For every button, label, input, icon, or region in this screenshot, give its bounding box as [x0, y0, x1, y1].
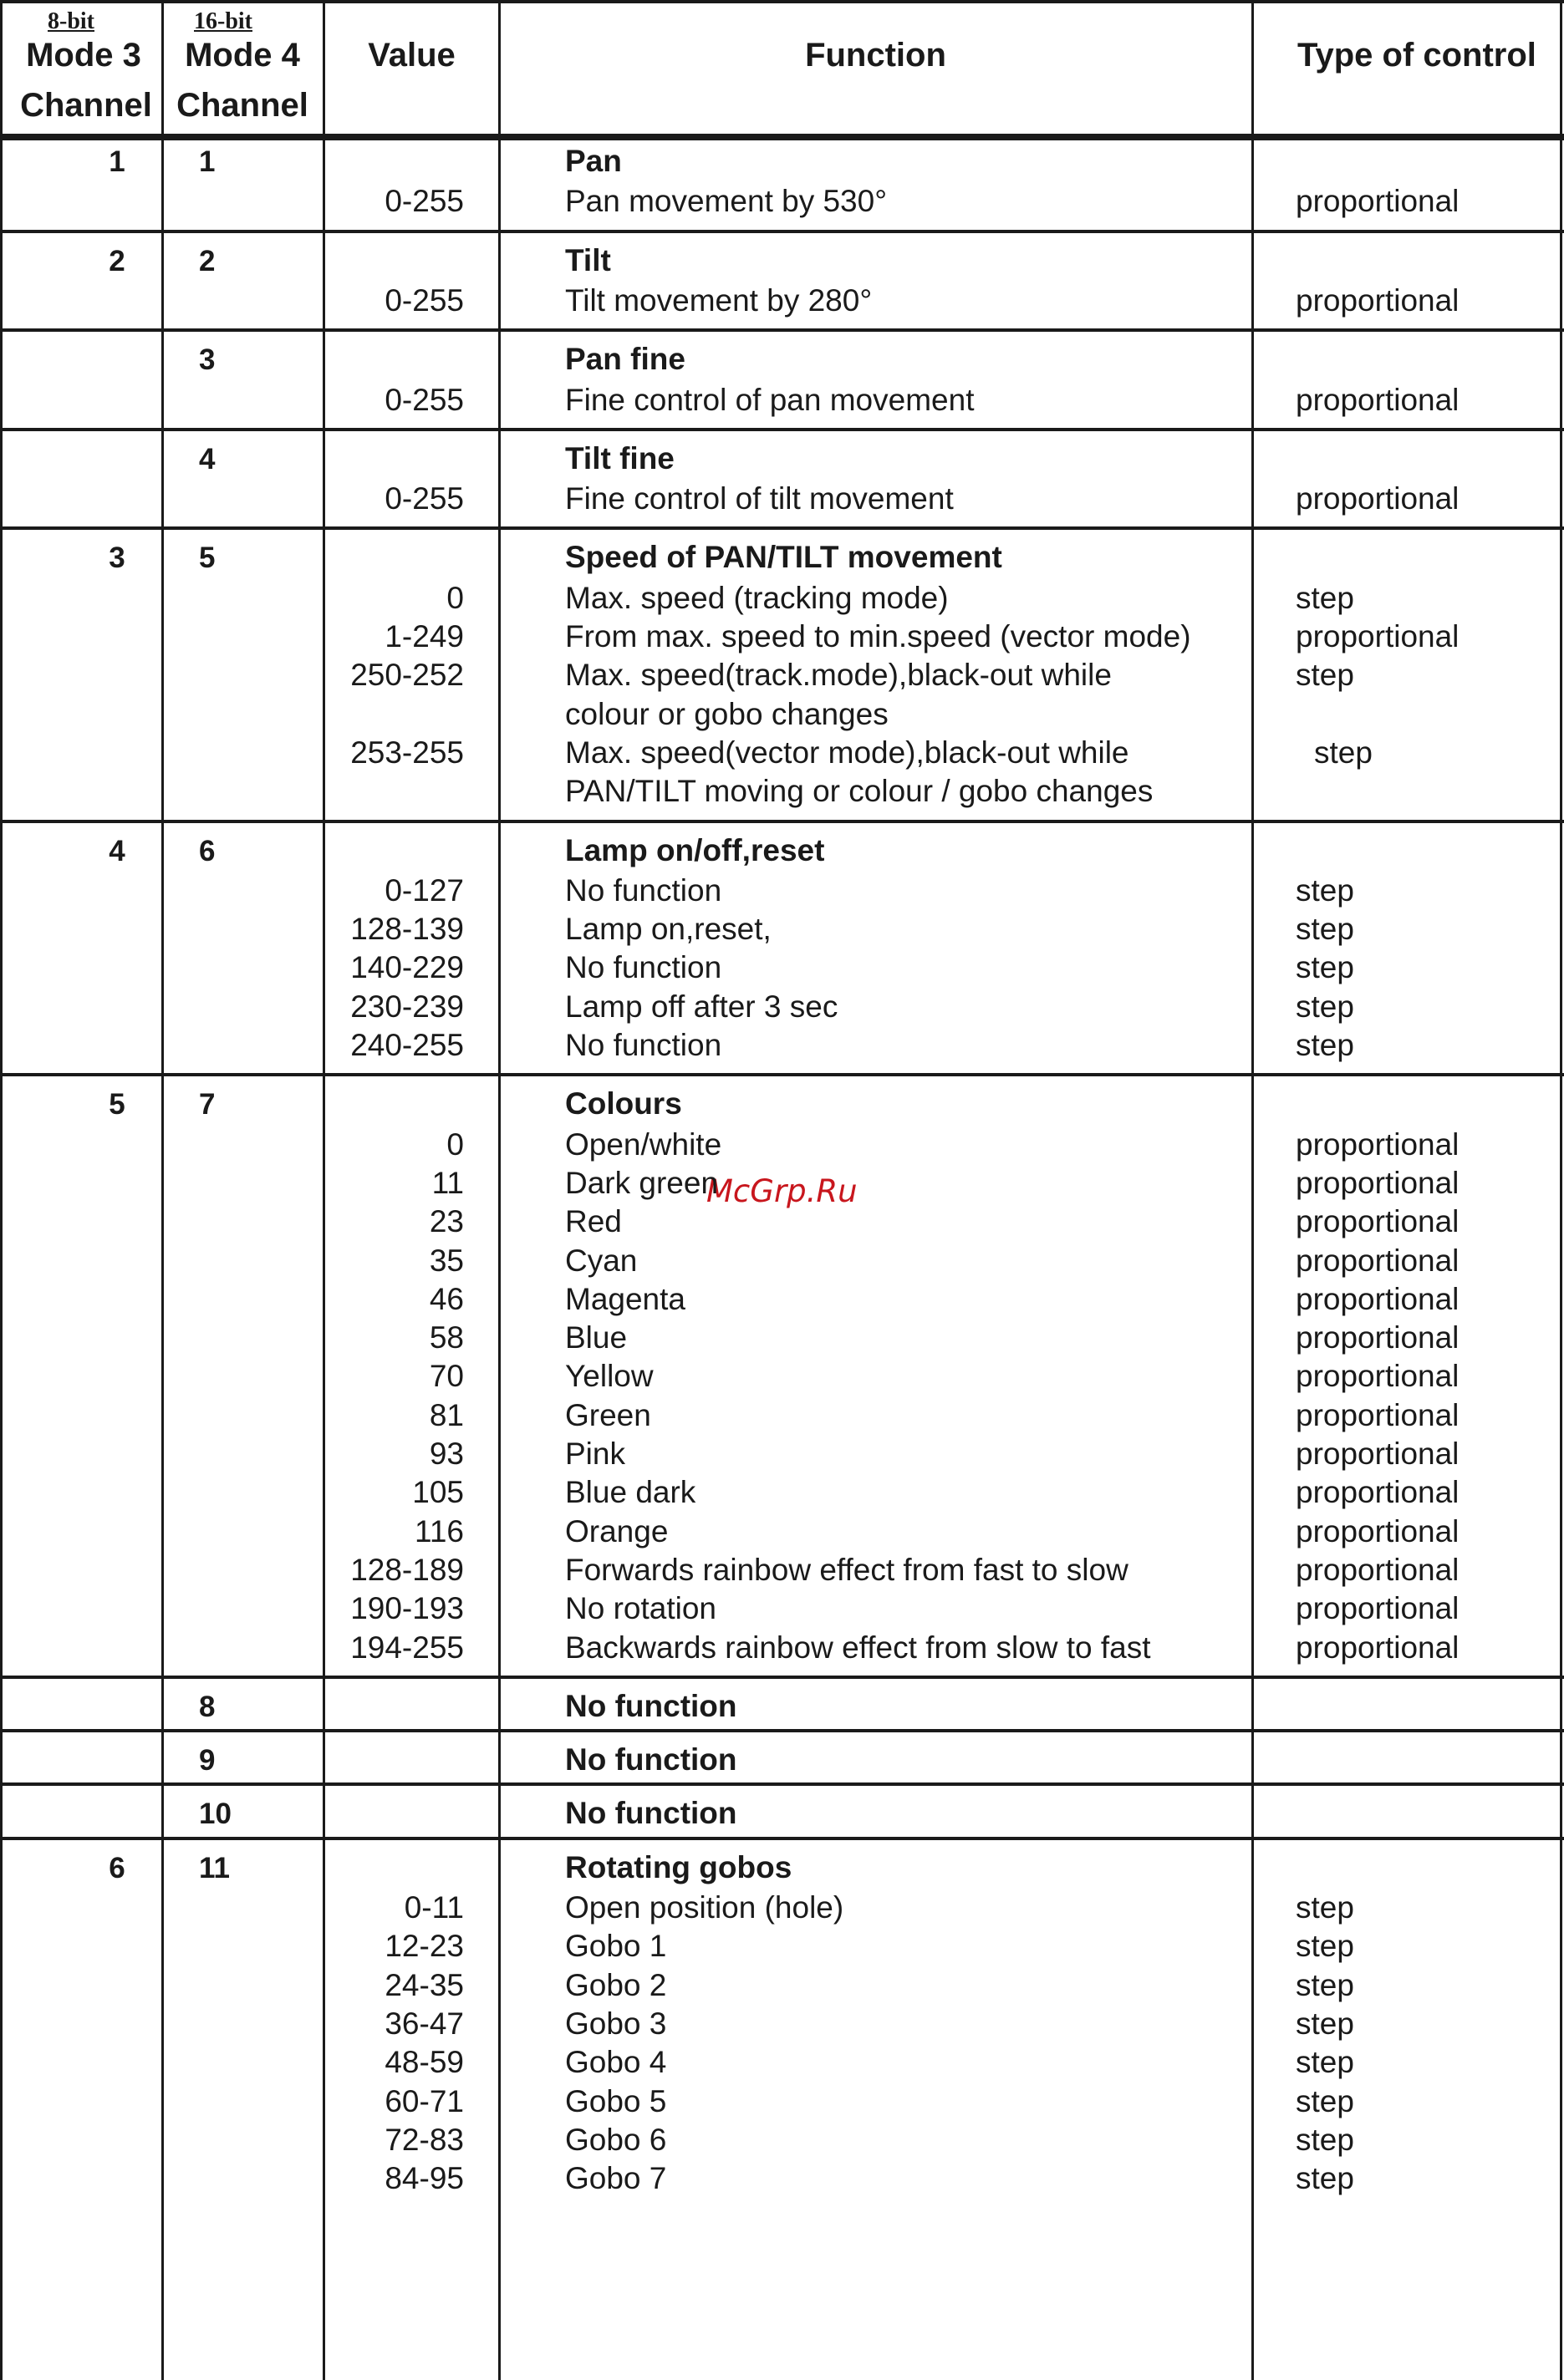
control-type: proportional	[1296, 1630, 1460, 1665]
function-desc: Blue dark	[565, 1475, 696, 1510]
section-rule	[0, 1676, 1564, 1679]
control-type: step	[1296, 950, 1354, 985]
control-type: step	[1296, 658, 1354, 693]
channel-16bit: 9	[199, 1744, 216, 1777]
control-type: step	[1314, 735, 1373, 770]
value-range: 93	[429, 1437, 464, 1471]
value-range: 128-189	[350, 1552, 464, 1587]
function-desc: Pan movement by 530°	[565, 184, 888, 219]
control-type: proportional	[1296, 1243, 1460, 1278]
value-range: 250-252	[350, 658, 464, 693]
value-range: 0-255	[385, 184, 464, 219]
control-type: proportional	[1296, 382, 1460, 417]
function-desc: Max. speed(track.mode),black-out while	[565, 658, 1112, 693]
value-range: 0-127	[385, 872, 464, 908]
function-desc: Lamp on,reset,	[565, 912, 772, 947]
function-desc: Max. speed (tracking mode)	[565, 580, 949, 615]
col1-mode-label: Mode 3	[26, 37, 141, 74]
function-desc: Magenta	[565, 1281, 685, 1316]
control-type: step	[1296, 580, 1354, 615]
column-divider	[161, 0, 164, 2380]
col2-bits-label: 16-bit	[194, 8, 252, 34]
function-title: No function	[565, 1742, 737, 1777]
control-type: proportional	[1296, 282, 1460, 318]
value-range: 70	[429, 1359, 464, 1394]
control-type: proportional	[1296, 1591, 1460, 1626]
control-type: proportional	[1296, 1281, 1460, 1316]
section-rule	[0, 328, 1564, 332]
channel-16bit: 3	[199, 343, 216, 377]
channel-16bit: 11	[199, 1851, 230, 1884]
function-desc-cont: colour or gobo changes	[565, 696, 889, 731]
function-desc: Green	[565, 1397, 651, 1432]
section-rule	[0, 230, 1564, 233]
control-type: proportional	[1296, 1475, 1460, 1510]
value-range: 24-35	[385, 1967, 464, 2002]
value-range: 81	[429, 1397, 464, 1432]
channel-8bit: 6	[109, 1851, 125, 1884]
function-desc: Open position (hole)	[565, 1890, 844, 1925]
channel-8bit: 2	[109, 244, 125, 277]
control-type: step	[1296, 1890, 1354, 1925]
function-desc: Gobo 4	[565, 2045, 667, 2080]
function-desc: Backwards rainbow effect from slow to fast	[565, 1630, 1151, 1665]
section-rule	[0, 428, 1564, 431]
control-type: step	[1296, 2122, 1354, 2157]
function-desc: Gobo 7	[565, 2161, 667, 2196]
control-type: step	[1296, 989, 1354, 1024]
function-desc: Gobo 3	[565, 2006, 667, 2041]
function-desc: Cyan	[565, 1243, 638, 1278]
section-rule	[0, 1073, 1564, 1076]
column-divider	[1560, 0, 1562, 2380]
column-divider	[1251, 0, 1254, 2380]
function-title: Tilt	[565, 242, 611, 277]
value-range: 230-239	[350, 989, 464, 1024]
channel-16bit: 4	[199, 442, 216, 475]
section-rule	[0, 820, 1564, 823]
value-range: 11	[431, 1165, 464, 1200]
value-range: 0-255	[385, 382, 464, 417]
control-type: proportional	[1296, 1359, 1460, 1394]
function-title: Pan	[565, 144, 622, 178]
control-type: proportional	[1296, 1437, 1460, 1471]
function-title: Rotating gobos	[565, 1849, 792, 1884]
value-range: 1-249	[385, 619, 464, 653]
function-desc: Max. speed(vector mode),black-out while	[565, 735, 1129, 770]
value-range: 36-47	[385, 2006, 464, 2041]
control-type: step	[1296, 912, 1354, 947]
control-type: proportional	[1296, 619, 1460, 653]
section-rule	[0, 1782, 1564, 1786]
channel-16bit: 10	[199, 1798, 232, 1831]
value-range: 0	[446, 1126, 464, 1162]
control-type: proportional	[1296, 1552, 1460, 1587]
value-range: 48-59	[385, 2045, 464, 2080]
value-range: 105	[412, 1475, 464, 1510]
function-desc: Fine control of tilt movement	[565, 481, 954, 516]
control-type: proportional	[1296, 184, 1460, 219]
control-type: proportional	[1296, 481, 1460, 516]
value-range: 35	[429, 1243, 464, 1278]
function-desc-cont: PAN/TILT moving or colour / gobo changes	[565, 774, 1154, 809]
function-title: No function	[565, 1796, 737, 1831]
function-desc: Gobo 2	[565, 1967, 667, 2002]
channel-16bit: 8	[199, 1690, 216, 1723]
value-range: 194-255	[350, 1630, 464, 1665]
function-desc: No rotation	[565, 1591, 716, 1626]
col1-bits-label: 8-bit	[48, 8, 94, 34]
channel-16bit: 7	[199, 1088, 216, 1121]
value-range: 46	[429, 1281, 464, 1316]
value-range: 58	[429, 1320, 464, 1355]
function-desc: Fine control of pan movement	[565, 382, 975, 417]
col1-channel-label: Channel	[20, 87, 152, 124]
control-type: step	[1296, 2161, 1354, 2196]
col2-channel-label: Channel	[176, 87, 308, 124]
function-desc: Forwards rainbow effect from fast to slow	[565, 1552, 1128, 1587]
value-range: 84-95	[385, 2161, 464, 2196]
column-divider	[323, 0, 325, 2380]
value-range: 128-139	[350, 912, 464, 947]
value-range: 253-255	[350, 735, 464, 770]
channel-8bit: 4	[109, 834, 125, 867]
value-header: Value	[368, 37, 456, 74]
function-title: Tilt fine	[565, 440, 675, 475]
value-range: 0	[446, 580, 464, 615]
function-desc: Lamp off after 3 sec	[565, 989, 838, 1024]
value-range: 240-255	[350, 1028, 464, 1062]
function-desc: No function	[565, 1028, 722, 1062]
control-type: proportional	[1296, 1320, 1460, 1355]
function-desc: Orange	[565, 1513, 669, 1549]
channel-8bit: 1	[109, 145, 125, 178]
value-range: 60-71	[385, 2083, 464, 2118]
function-desc: Open/white	[565, 1126, 722, 1162]
control-type: step	[1296, 1967, 1354, 2002]
function-desc: Blue	[565, 1320, 628, 1355]
function-desc: Gobo 5	[565, 2083, 667, 2118]
section-rule	[0, 0, 1564, 3]
function-desc: From max. speed to min.speed (vector mode)	[565, 619, 1191, 653]
value-range: 140-229	[350, 950, 464, 985]
section-rule	[0, 526, 1564, 530]
function-title: Colours	[565, 1086, 682, 1121]
function-title: Pan fine	[565, 342, 685, 377]
control-type: step	[1296, 2045, 1354, 2080]
value-range: 0-255	[385, 282, 464, 318]
channel-16bit: 2	[199, 244, 216, 277]
function-title: No function	[565, 1688, 737, 1723]
channel-16bit: 6	[199, 834, 216, 867]
function-desc: Gobo 1	[565, 1929, 667, 1964]
channel-8bit: 5	[109, 1088, 125, 1121]
function-title: Lamp on/off,reset	[565, 832, 825, 867]
control-type: step	[1296, 1028, 1354, 1062]
value-range: 116	[415, 1513, 464, 1549]
value-range: 12-23	[385, 1929, 464, 1964]
control-type: step	[1296, 1929, 1354, 1964]
control-type: step	[1296, 872, 1354, 908]
column-divider	[0, 0, 3, 2380]
function-desc: Gobo 6	[565, 2122, 667, 2157]
value-range: 190-193	[350, 1591, 464, 1626]
control-type: proportional	[1296, 1513, 1460, 1549]
channel-8bit: 3	[109, 542, 125, 575]
control-type: proportional	[1296, 1204, 1460, 1239]
control-type: proportional	[1296, 1126, 1460, 1162]
function-header: Function	[805, 37, 946, 74]
function-desc: Red	[565, 1204, 622, 1239]
function-desc: Yellow	[565, 1359, 654, 1394]
type-header: Type of control	[1297, 37, 1536, 74]
value-range: 72-83	[385, 2122, 464, 2157]
function-desc: Tilt movement by 280°	[565, 282, 873, 318]
col2-mode-label: Mode 4	[185, 37, 300, 74]
control-type: step	[1296, 2006, 1354, 2041]
value-range: 23	[429, 1204, 464, 1239]
channel-16bit: 5	[199, 542, 216, 575]
section-rule	[0, 1729, 1564, 1732]
function-title: Speed of PAN/TILT movement	[565, 540, 1002, 575]
watermark: McGrp.Ru	[706, 1173, 858, 1209]
function-desc: Pink	[565, 1437, 625, 1471]
function-desc: Dark green	[565, 1165, 719, 1200]
control-type: step	[1296, 2083, 1354, 2118]
function-desc: No function	[565, 872, 722, 908]
control-type: proportional	[1296, 1165, 1460, 1200]
header-rule	[0, 134, 1564, 140]
section-rule	[0, 1837, 1564, 1840]
channel-16bit: 1	[199, 145, 216, 178]
column-divider	[498, 0, 501, 2380]
control-type: proportional	[1296, 1397, 1460, 1432]
value-range: 0-255	[385, 481, 464, 516]
value-range: 0-11	[404, 1890, 464, 1925]
function-desc: No function	[565, 950, 722, 985]
